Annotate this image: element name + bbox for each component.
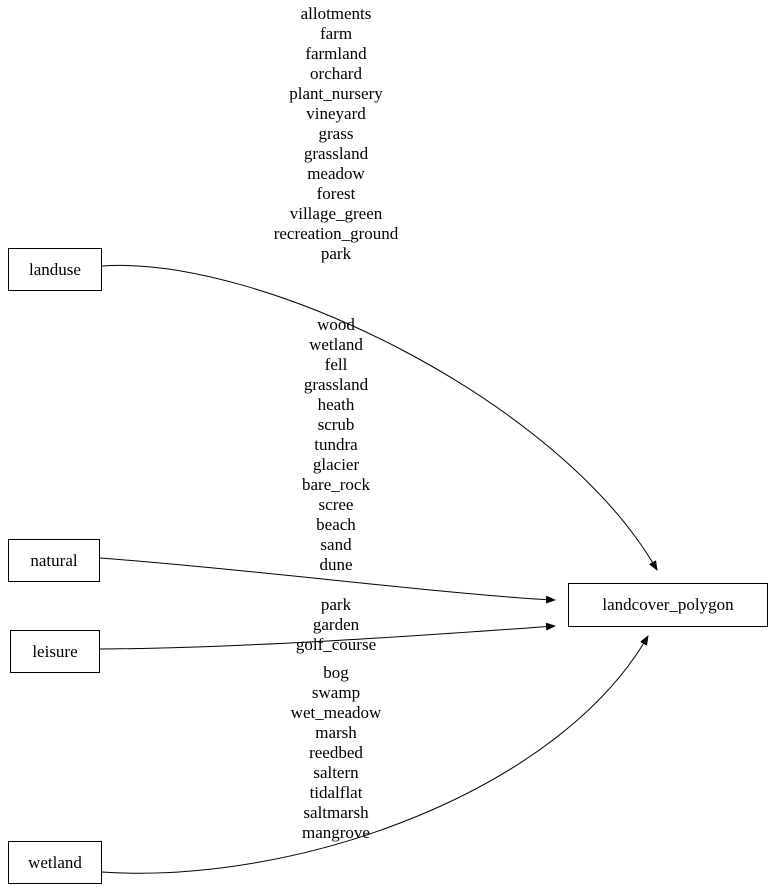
edge-label-value: grassland: [303, 144, 369, 163]
edge-label-natural-values: [246, 315, 426, 575]
edge-label-landuse-values: [246, 4, 426, 264]
edge-label-value: forest: [316, 184, 356, 203]
node-natural[interactable]: [8, 539, 100, 582]
edge-label-value: scree: [318, 495, 354, 514]
edge-label-value: allotments: [300, 4, 372, 23]
edge-label-value: golf_course: [295, 635, 377, 654]
edge-label-value: grassland: [303, 375, 369, 394]
edge-label-value: village_green: [289, 204, 383, 223]
edge-label-value: recreation_ground: [273, 224, 399, 243]
edge-label-value: bog: [323, 663, 349, 682]
edge-label-value: tidalflat: [309, 783, 363, 802]
edge-label-value: saltern: [313, 763, 359, 782]
edge-label-value: plant_nursery: [289, 84, 383, 103]
edge-label-value: swamp: [311, 683, 361, 702]
node-landcover-polygon-label: landcover_polygon: [602, 595, 734, 614]
node-leisure[interactable]: [10, 630, 100, 673]
node-landuse-label: landuse: [29, 259, 81, 279]
edge-label-value: reedbed: [309, 743, 363, 762]
edge-label-value: wetland: [309, 335, 363, 354]
edge-label-value: wood: [317, 315, 355, 334]
edge-label-value: meadow: [307, 164, 365, 183]
edge-label-wetland-values: [246, 663, 426, 843]
edge-label-value: marsh: [315, 723, 357, 742]
node-landcover-polygon[interactable]: [568, 583, 768, 627]
edge-label-value: glacier: [312, 455, 360, 474]
edge-label-value: heath: [317, 395, 355, 414]
edge-label-value: mangrove: [302, 823, 370, 842]
edge-label-value: tundra: [314, 435, 358, 454]
node-wetland[interactable]: [8, 841, 102, 884]
edge-label-value: sand: [320, 535, 352, 554]
edge-label-value: scrub: [317, 415, 355, 434]
edge-label-value: orchard: [310, 64, 362, 83]
edge-label-value: park: [320, 244, 352, 263]
node-natural-label: natural: [30, 550, 78, 570]
edge-label-value: garden: [312, 615, 360, 634]
edge-label-leisure-values: [246, 595, 426, 655]
edge-label-value: fell: [324, 355, 348, 374]
node-leisure-label: leisure: [32, 641, 78, 661]
edge-label-value: park: [320, 595, 352, 614]
edge-label-value: wet_meadow: [290, 703, 382, 722]
edge-label-value: vineyard: [306, 104, 366, 123]
node-landuse[interactable]: [8, 248, 102, 291]
edge-label-value: grass: [318, 124, 354, 143]
edge-label-value: dune: [319, 555, 353, 574]
edge-label-value: beach: [316, 515, 356, 534]
edge-label-value: bare_rock: [302, 475, 370, 494]
edge-label-value: saltmarsh: [303, 803, 369, 822]
node-wetland-label: wetland: [28, 852, 82, 872]
edge-label-value: farm: [319, 24, 353, 43]
edge-label-value: farmland: [305, 44, 367, 63]
